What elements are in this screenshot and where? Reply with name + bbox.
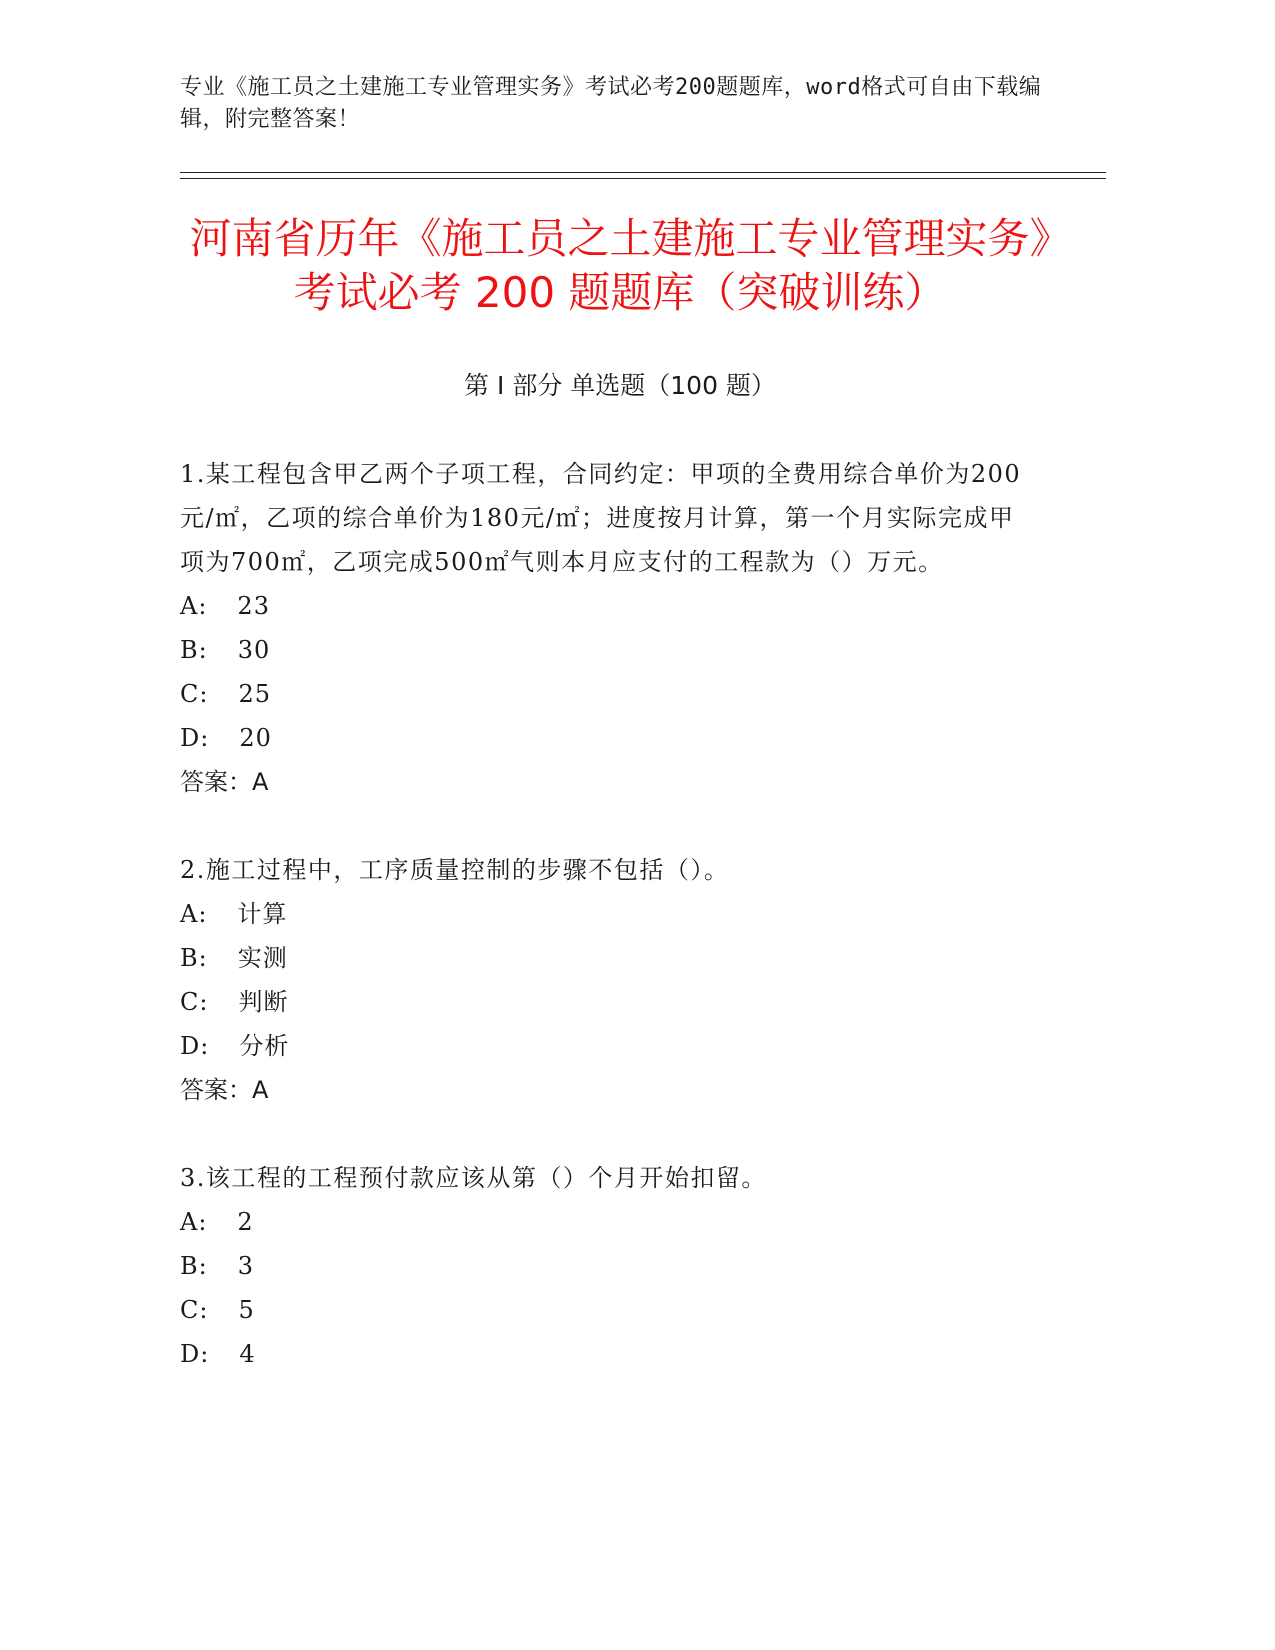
option-text: 分析 bbox=[239, 1032, 290, 1060]
option-text: 25 bbox=[238, 680, 271, 708]
option-b bbox=[180, 936, 1030, 980]
option-a bbox=[180, 1200, 1030, 1244]
option-letter: C: bbox=[180, 680, 209, 708]
option-letter: C: bbox=[180, 988, 209, 1016]
option-d bbox=[180, 1332, 1030, 1376]
option-text: 判断 bbox=[238, 988, 289, 1016]
option-text: 2 bbox=[237, 1208, 254, 1236]
option-text: 20 bbox=[239, 724, 272, 752]
option-b bbox=[180, 1244, 1030, 1288]
option-letter: A: bbox=[180, 592, 208, 620]
option-letter: A: bbox=[180, 1208, 208, 1236]
option-text: 3 bbox=[237, 1252, 255, 1280]
question-list bbox=[180, 452, 1030, 1420]
option-letter: D: bbox=[180, 1340, 210, 1368]
option-text: 实测 bbox=[237, 944, 288, 972]
question-2 bbox=[180, 848, 1030, 1112]
option-text: 30 bbox=[237, 636, 271, 664]
option-d bbox=[180, 716, 1030, 760]
header-note: 专业《施工员之土建施工专业管理实务》考试必考200题题库，word格式可自由下载编辑，附完整答案！ bbox=[180, 75, 1042, 132]
question-stem: 2.施工过程中，工序质量控制的步骤不包括（）。 bbox=[180, 856, 730, 884]
option-letter: B: bbox=[180, 1252, 208, 1280]
answer-line: 答案：A bbox=[180, 768, 269, 796]
option-text: 计算 bbox=[237, 900, 288, 928]
option-letter: B: bbox=[180, 636, 208, 664]
question-3 bbox=[180, 1156, 1030, 1376]
option-letter: C: bbox=[180, 1296, 209, 1324]
option-text: 4 bbox=[239, 1340, 256, 1368]
question-1 bbox=[180, 452, 1030, 804]
option-a bbox=[180, 584, 1030, 628]
option-letter: B: bbox=[180, 944, 208, 972]
option-letter: A: bbox=[180, 900, 208, 928]
option-text: 5 bbox=[238, 1296, 255, 1324]
question-stem: 3.该工程的工程预付款应该从第（）个月开始扣留。 bbox=[180, 1164, 767, 1192]
question-stem: 1.某工程包含甲乙两个子项工程，合同约定：甲项的全费用综合单价为200元/㎡，乙项的综合单价为180元/㎡；进度按月计算，第一个月实际完成甲项为700㎡，乙项完成500㎡气则本月应支付的工程款为（）万元。 bbox=[180, 460, 1022, 576]
option-c bbox=[180, 1288, 1030, 1332]
section-heading: 第 I 部分 单选题（100 题） bbox=[464, 371, 776, 400]
document-title: 河南省历年《施工员之土建施工专业管理实务》考试必考 200 题题库（突破训练） bbox=[189, 214, 1051, 317]
option-c bbox=[180, 672, 1030, 716]
header-divider-top bbox=[180, 172, 1106, 173]
option-b bbox=[180, 628, 1030, 672]
option-c bbox=[180, 980, 1030, 1024]
option-letter: D: bbox=[180, 724, 210, 752]
header-divider-bottom bbox=[180, 178, 1106, 179]
option-letter: D: bbox=[180, 1032, 210, 1060]
option-a bbox=[180, 892, 1030, 936]
option-d bbox=[180, 1024, 1030, 1068]
answer-line: 答案：A bbox=[180, 1076, 269, 1104]
option-text: 23 bbox=[237, 592, 270, 620]
